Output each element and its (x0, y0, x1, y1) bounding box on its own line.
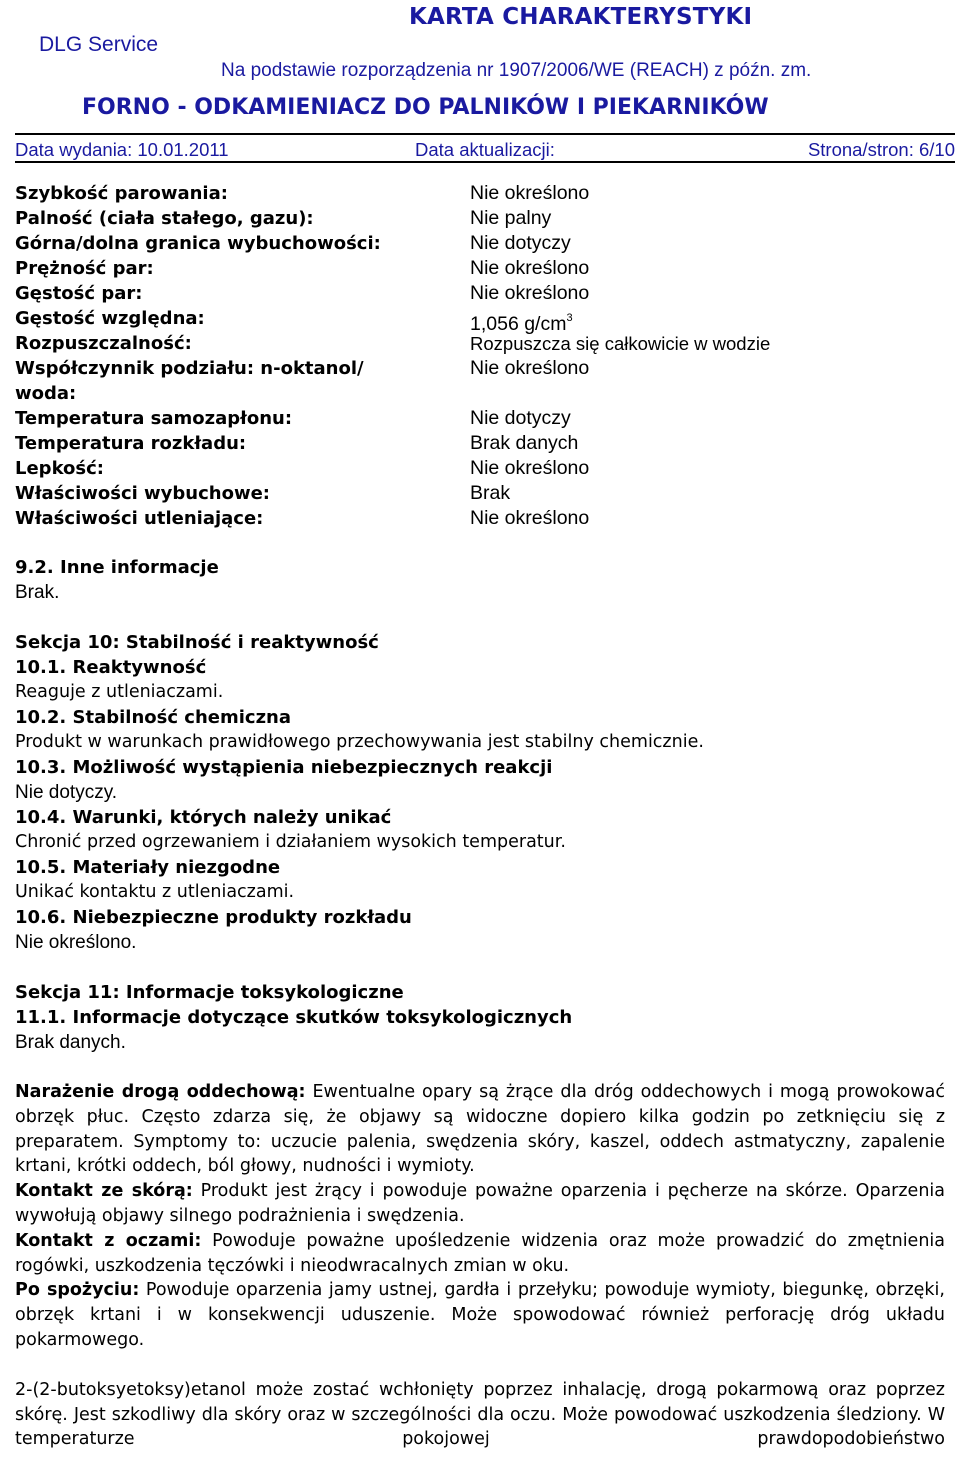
subsection-text: Produkt w warunkach prawidłowego przechowywania jest stabilny chemicznie. (15, 732, 704, 752)
property-label: Prężność par: (15, 258, 154, 279)
document-body (15, 555, 945, 1452)
density-value: 1,056 g/cm (470, 313, 567, 335)
subsection-heading: 10.4. Warunki, których należy unikać (15, 807, 392, 828)
section-heading: 9.2. Inne informacje (15, 557, 219, 578)
property-row (15, 231, 945, 256)
property-row (15, 406, 945, 431)
toxicology-paragraph (15, 1229, 945, 1279)
property-label: Gęstość względna: (15, 308, 205, 329)
spacer (15, 955, 945, 980)
subsection-heading: 11.1. Informacje dotyczące skutków toksykologicznych (15, 1007, 573, 1028)
property-value: Brak danych (470, 432, 579, 454)
property-row (15, 331, 945, 356)
property-row (15, 506, 945, 531)
subsection-text: Reaguje z utleniaczami. (15, 682, 224, 702)
paragraph-lead: Kontakt z oczami: (15, 1230, 202, 1251)
spacer (15, 1055, 945, 1080)
header-divider (15, 133, 955, 135)
paragraph-text: Ewentualne opary są żrące dla dróg oddechowych i mogą prowokować obrzęk płuc. Często zdarza się, że objawy są widoczne dopiero kilka godzin po zetknięciu się z preparatem. Symptomy to: uczucie palenia, swędzenia skóry, kaszel, oddech astmatyczny, zapalenie krtani, krótki oddech, ból głowy, nudności i wymioty. (15, 1082, 945, 1177)
property-label: Temperatura samozapłonu: (15, 408, 293, 429)
property-label: Współczynnik podziału: n-oktanol/ woda: (15, 358, 364, 404)
spacer (15, 605, 945, 630)
company-name: DLG Service (39, 33, 159, 56)
property-value: Nie określono (470, 507, 590, 529)
toxicology-paragraph (15, 1278, 945, 1352)
subsection-heading: 10.3. Możliwość wystąpienia niebezpiecznych reakcji (15, 757, 553, 778)
property-label: Rozpuszczalność: (15, 333, 192, 354)
subsection-text: Nie określono. (15, 932, 137, 953)
paragraph-text: Powoduje oparzenia jamy ustnej, gardła i przełyku; powoduje wymioty, biegunkę, obrzęki, obrzęk krtani i w konsekwencji uduszenie. Może spowodować również perforację dróg układu pokarmowego. (15, 1280, 945, 1350)
property-label: Palność (ciała stałego, gazu): (15, 208, 314, 229)
update-date: Data aktualizacji: (415, 139, 555, 160)
subsection-text: Brak danych. (15, 1032, 126, 1053)
spacer (15, 1353, 945, 1378)
property-row (15, 206, 945, 231)
regulation-reference: Na podstawie rozporządzenia nr 1907/2006/WE (REACH) z późn. zm. (221, 60, 812, 81)
property-row (15, 356, 945, 406)
property-value: Nie dotyczy (470, 407, 571, 429)
property-value: Nie określono (470, 182, 590, 204)
property-value: Rozpuszcza się całkowicie w wodzie (470, 333, 771, 354)
toxicology-paragraph (15, 1080, 945, 1179)
property-row (15, 431, 945, 456)
section-title: Sekcja 11: Informacje toksykologiczne (15, 982, 404, 1003)
property-row (15, 281, 945, 306)
subsection-heading: 10.1. Reaktywność (15, 657, 207, 678)
property-row (15, 456, 945, 481)
paragraph-text: Powoduje poważne upośledzenie widzenia oraz może prowadzić do zmętnienia rogówki, uszkodzenia tęczówki i nieodwracalnych zmian w oku. (15, 1230, 946, 1276)
property-row (15, 481, 945, 506)
subsection-heading: 10.2. Stabilność chemiczna (15, 707, 292, 728)
property-label: Gęstość par: (15, 283, 143, 304)
paragraph-lead: Po spożyciu: (15, 1280, 140, 1301)
property-value: Nie określono (470, 257, 590, 279)
property-value: Nie określono (470, 357, 590, 379)
property-value: Brak (470, 482, 511, 504)
subsection-heading: 10.6. Niebezpieczne produkty rozkładu (15, 907, 412, 928)
property-label: Właściwości utleniające: (15, 508, 264, 529)
property-value: Nie określono (470, 457, 590, 479)
property-row (15, 181, 945, 206)
property-label: Górna/dolna granica wybuchowości: (15, 233, 381, 254)
product-name: FORNO - ODKAMIENIACZ DO PALNIKÓW I PIEKARNIKÓW (82, 95, 769, 120)
paragraph-text: Produkt jest żrący i powoduje poważne oparzenia i pęcherze na skórze. Oparzenia wywołują objawy silnego podrażnienia i swędzenia. (15, 1181, 945, 1226)
property-value: Nie określono (470, 282, 590, 304)
density-exponent: 3 (566, 312, 573, 324)
property-row (15, 306, 945, 335)
subsection-text: Chronić przed ogrzewaniem i działaniem wysokich temperatur. (15, 832, 566, 852)
header-bottom-divider (15, 161, 955, 163)
document-header (15, 0, 955, 160)
closing-paragraph: 2-(2-butoksyetoksy)etanol może zostać wchłonięty poprzez inhalację, drogą pokarmową oraz poprzez skórę. Jest szkodliwy dla skóry oraz w szczególności dla oczu. Może powodować uszkodzenia śledziony. W temperaturze pokojowej prawdopodobieństwo (15, 1379, 945, 1450)
section-text: Brak. (15, 582, 60, 603)
paragraph-lead: Kontakt ze skórą: (15, 1181, 193, 1202)
document-title: KARTA CHARAKTERYSTYKI (409, 4, 753, 30)
subsection-heading: 10.5. Materiały niezgodne (15, 857, 281, 878)
paragraph-lead: Narażenie drogą oddechową: (15, 1082, 306, 1102)
property-label: Temperatura rozkładu: (15, 433, 247, 454)
subsection-text: Nie dotyczy. (15, 782, 118, 803)
property-label: Lepkość: (15, 458, 104, 479)
toxicology-paragraph (15, 1179, 945, 1229)
property-value: Nie palny (470, 207, 552, 229)
property-row (15, 256, 945, 281)
property-label: Właściwości wybuchowe: (15, 483, 270, 504)
properties-table (15, 181, 945, 531)
subsection-text: Unikać kontaktu z utleniaczami. (15, 882, 295, 902)
section-title: Sekcja 10: Stabilność i reaktywność (15, 632, 379, 653)
property-value: Nie dotyczy (470, 232, 571, 254)
property-label: Szybkość parowania: (15, 183, 228, 204)
page-number: Strona/stron: 6/10 (807, 139, 955, 160)
issue-date: Data wydania: 10.01.2011 (15, 139, 229, 160)
